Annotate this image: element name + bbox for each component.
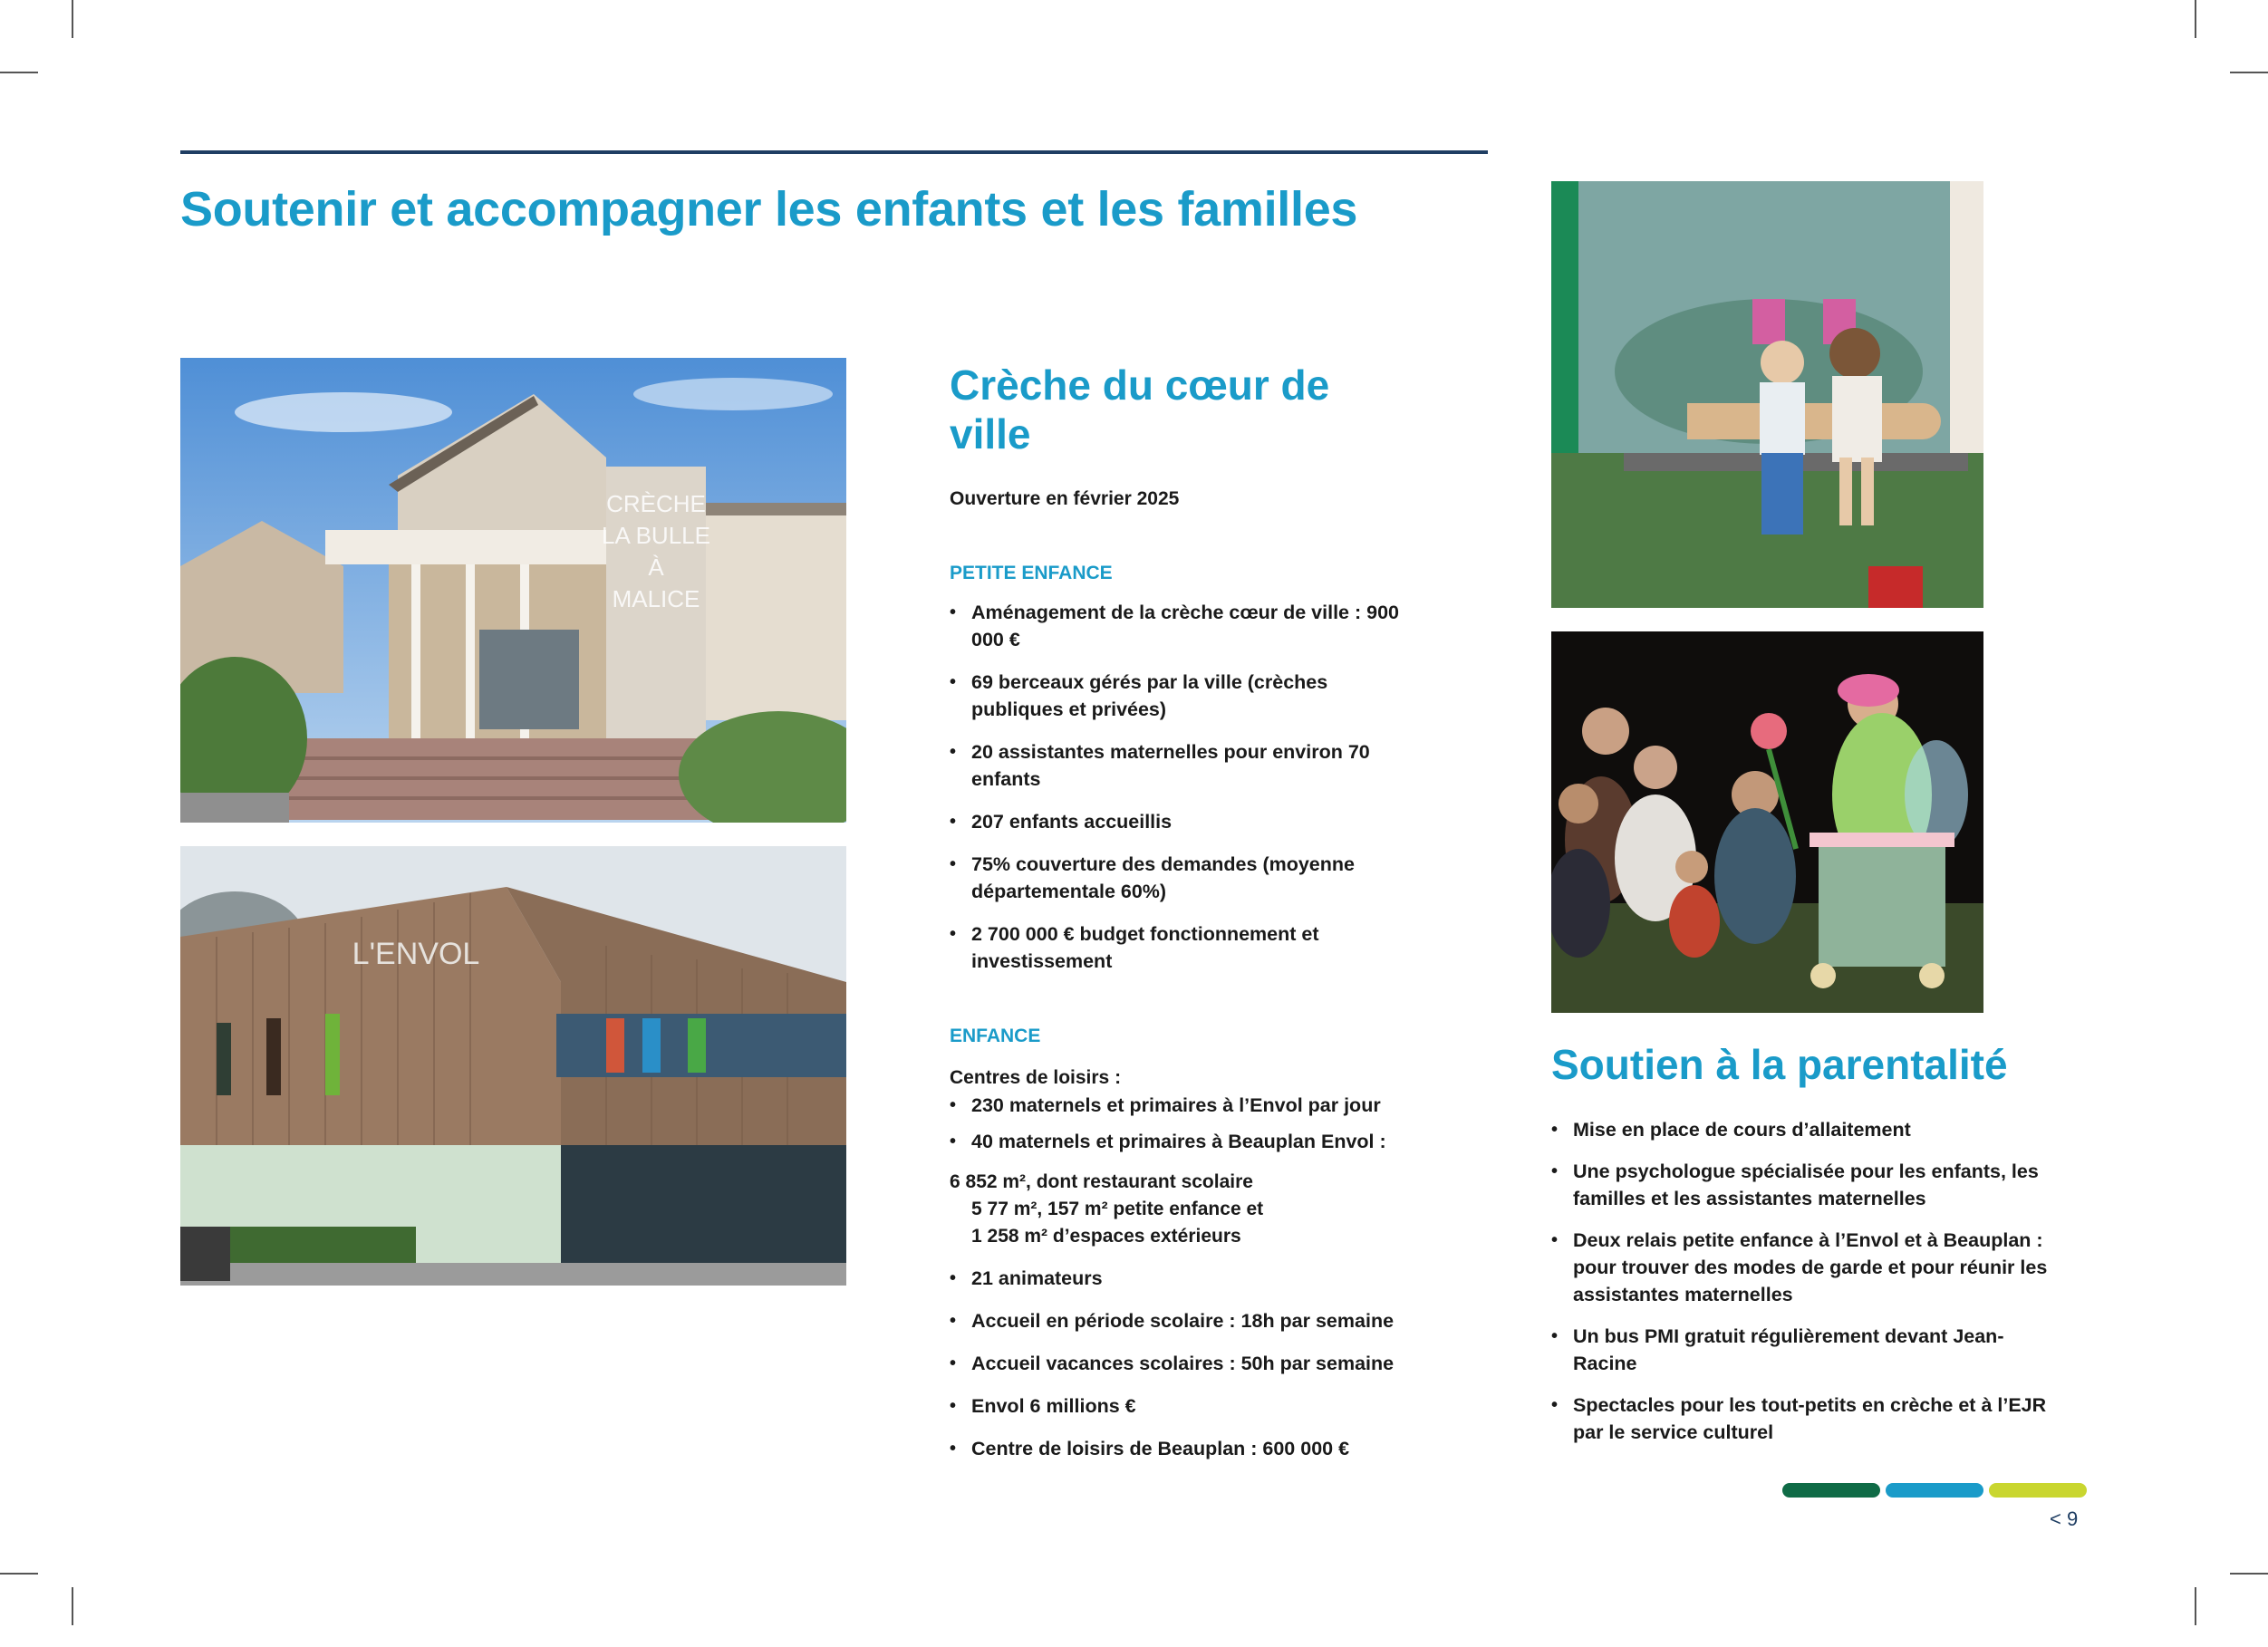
- crop-mark: [2230, 1573, 2268, 1575]
- creche-title: Crèche du cœur de ville: [950, 361, 1330, 458]
- list-item: • 69 berceaux gérés par la ville (crèches publiques et privées): [950, 669, 1421, 723]
- parentalite-column: [1551, 1040, 2059, 1446]
- list-item: • 207 enfants accueillis: [950, 808, 1421, 835]
- brand-bar-lime: [1989, 1483, 2087, 1498]
- list-item: • 40 maternels et primaires à Beauplan Envol :: [950, 1128, 1421, 1155]
- enfance-list-a: [950, 1092, 1421, 1155]
- crop-mark: [0, 72, 38, 73]
- list-item: • Accueil en période scolaire : 18h par semaine: [950, 1307, 1421, 1334]
- list-item: • 2 700 000 € budget fonctionnement et investissement: [950, 920, 1421, 975]
- svg-text:LA BULLE: LA BULLE: [602, 522, 710, 549]
- enfance-list-b: [950, 1265, 1421, 1462]
- list-item: • Centre de loisirs de Beauplan : 600 000 €: [950, 1435, 1421, 1462]
- brand-bar-blue: [1886, 1483, 1983, 1498]
- enfance-intro: Centres de loisirs :: [950, 1067, 1122, 1088]
- area-line: 6 852 m², dont restaurant scolaire: [950, 1171, 1253, 1192]
- list-item: • 21 animateurs: [950, 1265, 1421, 1292]
- list-item: • Aménagement de la crèche cœur de ville : 900 000 €: [950, 599, 1421, 653]
- list-item: • 20 assistantes maternelles pour environ 70 enfants: [950, 738, 1421, 793]
- svg-text:L'ENVOL: L'ENVOL: [352, 937, 480, 971]
- opening-date: Ouverture en février 2025: [950, 488, 1180, 509]
- area-detail: 5 77 m², 157 m² petite enfance et: [971, 1199, 1264, 1219]
- page-title: Soutenir et accompagner les enfants et les familles: [180, 182, 1358, 236]
- list-item: • Envol 6 millions €: [950, 1392, 1421, 1420]
- parentalite-list: [1551, 1116, 2059, 1446]
- header-rule: [180, 150, 1488, 154]
- creche-column: [950, 361, 1421, 1462]
- parentalite-title: Soutien à la parentalité: [1551, 1041, 2008, 1088]
- crop-mark: [0, 1573, 38, 1575]
- envol-building-photo: [180, 846, 846, 1286]
- crop-mark: [2195, 0, 2196, 38]
- svg-text:CRÈCHE: CRÈCHE: [606, 490, 706, 517]
- crop-mark: [2230, 72, 2268, 73]
- page-number: < 9: [2050, 1507, 2079, 1530]
- creche-building-photo: [180, 358, 846, 823]
- list-item: • Spectacles pour les tout-petits en crèche et à l’EJR par le service culturel: [1551, 1392, 2059, 1446]
- crop-mark: [72, 1587, 73, 1625]
- petite-enfance-list: [950, 599, 1421, 975]
- crop-mark: [72, 0, 73, 38]
- list-item: • Accueil vacances scolaires : 50h par semaine: [950, 1350, 1421, 1377]
- brand-bar-green: [1782, 1483, 1880, 1498]
- svg-text:MALICE: MALICE: [612, 585, 700, 612]
- list-item: • Une psychologue spécialisée pour les enfants, les familles et les assistantes maternelles: [1551, 1158, 2059, 1212]
- list-item: • Deux relais petite enfance à l’Envol et à Beauplan : pour trouver des modes de garde et pour réunir les assistantes maternelles: [1551, 1227, 2059, 1308]
- list-item: • 75% couverture des demandes (moyenne départementale 60%): [950, 851, 1421, 905]
- enfance-heading: ENFANCE: [950, 1026, 1041, 1046]
- children-window-photo: [1551, 181, 1983, 608]
- crop-mark: [2195, 1587, 2196, 1625]
- list-item: • 230 maternels et primaires à l’Envol par jour: [950, 1092, 1421, 1119]
- petite-enfance-heading: PETITE ENFANCE: [950, 563, 1113, 583]
- puppet-show-photo: [1551, 631, 1983, 1013]
- list-item: • Mise en place de cours d’allaitement: [1551, 1116, 2059, 1143]
- area-detail: 1 258 m² d’espaces extérieurs: [971, 1226, 1241, 1247]
- svg-text:À: À: [648, 554, 664, 581]
- list-item: • Un bus PMI gratuit régulièrement devant Jean-Racine: [1551, 1323, 2059, 1377]
- brand-color-bars: [1782, 1483, 2087, 1498]
